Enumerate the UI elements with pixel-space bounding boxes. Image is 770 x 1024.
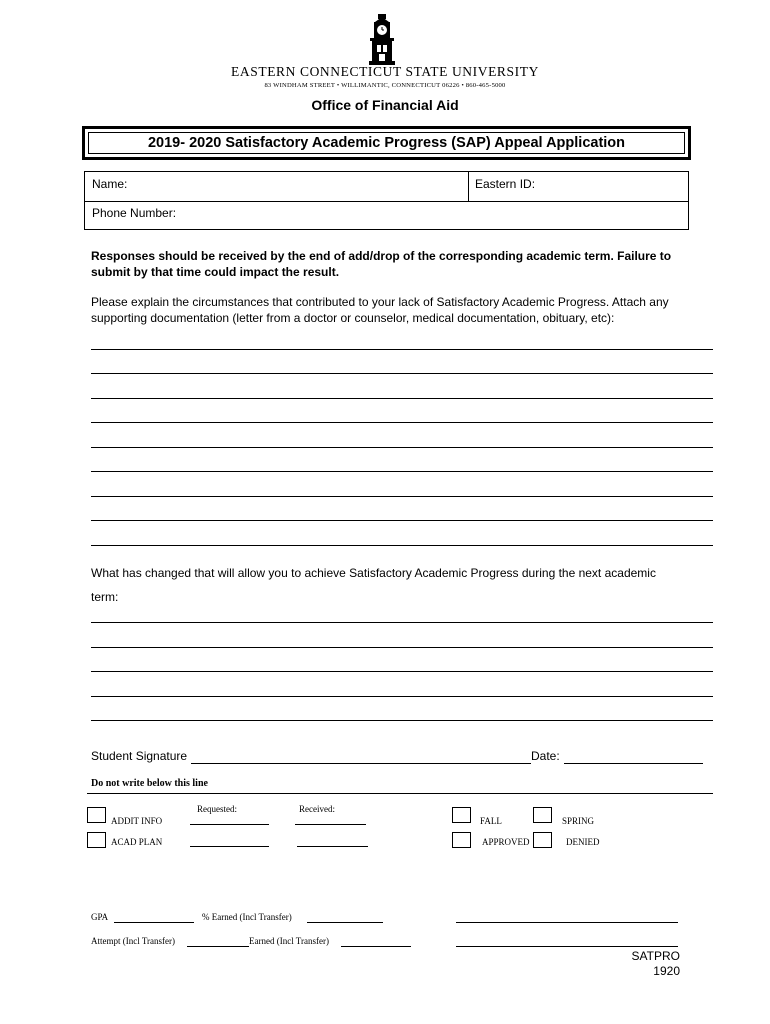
addit-info-checkbox[interactable] xyxy=(87,807,106,823)
eastern-id-field[interactable]: Eastern ID: xyxy=(475,177,536,191)
form-title: 2019- 2020 Satisfactory Academic Progress (SAP) Appeal Application xyxy=(88,132,685,154)
date-label: Date: xyxy=(531,749,560,763)
date-field[interactable] xyxy=(564,763,703,764)
student-signature-label: Student Signature xyxy=(91,749,188,763)
answer-line[interactable] xyxy=(91,422,713,423)
denied-label: DENIED xyxy=(566,837,600,847)
answer-line[interactable] xyxy=(91,349,713,350)
answer-line[interactable] xyxy=(91,622,713,623)
spring-label: SPRING xyxy=(562,816,595,826)
earned-label: Earned (Incl Transfer) xyxy=(249,936,329,946)
answer-line[interactable] xyxy=(91,398,713,399)
answer-line[interactable] xyxy=(91,647,713,648)
earned-percent-label: % Earned (Incl Transfer) xyxy=(202,912,292,922)
table-column-divider xyxy=(468,172,469,201)
denied-checkbox[interactable] xyxy=(533,832,552,848)
office-title: Office of Financial Aid xyxy=(311,97,459,113)
answer-line[interactable] xyxy=(91,696,713,697)
question-changes xyxy=(91,565,711,605)
earned-field[interactable] xyxy=(341,946,411,947)
acad-plan-checkbox[interactable] xyxy=(87,832,106,848)
approved-label: APPROVED xyxy=(482,837,530,847)
phone-number-field[interactable]: Phone Number: xyxy=(92,206,177,220)
deadline-notice: Responses should be received by the end of add/drop of the corresponding academic term. Failure to submit by that time could impact the result. xyxy=(91,249,672,279)
question-changes-line1: What has changed that will allow you to achieve Satisfactory Academic Progress during the next academic xyxy=(91,566,656,580)
acad-plan-received-field[interactable] xyxy=(297,846,368,847)
answer-line[interactable] xyxy=(91,545,713,546)
earned-percent-field[interactable] xyxy=(307,922,383,923)
answer-line[interactable] xyxy=(91,520,713,521)
acad-plan-label: ACAD PLAN xyxy=(111,837,163,847)
question-changes-line2: term: xyxy=(91,590,119,604)
identity-table xyxy=(84,171,689,230)
office-use-header: Do not write below this line xyxy=(91,778,208,789)
form-title-box xyxy=(82,126,691,160)
acad-plan-requested-field[interactable] xyxy=(190,846,269,847)
received-label: Received: xyxy=(299,804,335,814)
form-code: SATPRO xyxy=(631,949,680,963)
fall-checkbox[interactable] xyxy=(452,807,471,823)
spring-checkbox[interactable] xyxy=(533,807,552,823)
answer-line[interactable] xyxy=(91,447,713,448)
reviewer-line-2[interactable] xyxy=(456,946,678,947)
student-signature-field[interactable] xyxy=(191,763,531,764)
name-field[interactable]: Name: xyxy=(92,177,128,191)
approved-checkbox[interactable] xyxy=(452,832,471,848)
answer-line[interactable] xyxy=(91,373,713,374)
answer-line[interactable] xyxy=(91,496,713,497)
attempt-field[interactable] xyxy=(187,946,249,947)
office-use-divider xyxy=(87,793,713,794)
gpa-field[interactable] xyxy=(114,922,194,923)
clock-tower-icon xyxy=(367,14,397,66)
reviewer-line-1[interactable] xyxy=(456,922,678,923)
answer-line[interactable] xyxy=(91,471,713,472)
university-address: 83 WINDHAM STREET • WILLIMANTIC, CONNECTICUT 06226 • 860-465-5000 xyxy=(264,82,506,89)
answer-line[interactable] xyxy=(91,671,713,672)
university-name: EASTERN CONNECTICUT STATE UNIVERSITY xyxy=(231,64,539,79)
table-row-divider xyxy=(85,201,688,202)
answer-line[interactable] xyxy=(91,720,713,721)
requested-label: Requested: xyxy=(197,804,237,814)
attempt-label: Attempt (Incl Transfer) xyxy=(91,936,175,946)
question-circumstances: Please explain the circumstances that contributed to your lack of Satisfactory Academic Progress. Attach any supporting documentation (letter from a doctor or counselor, medical documentation, obituary, etc): xyxy=(91,295,669,325)
addit-info-received-field[interactable] xyxy=(295,824,366,825)
addit-info-label: ADDIT INFO xyxy=(111,816,163,826)
form-number: 1920 xyxy=(653,964,680,978)
addit-info-requested-field[interactable] xyxy=(190,824,269,825)
fall-label: FALL xyxy=(480,816,502,826)
gpa-label: GPA xyxy=(91,912,109,922)
